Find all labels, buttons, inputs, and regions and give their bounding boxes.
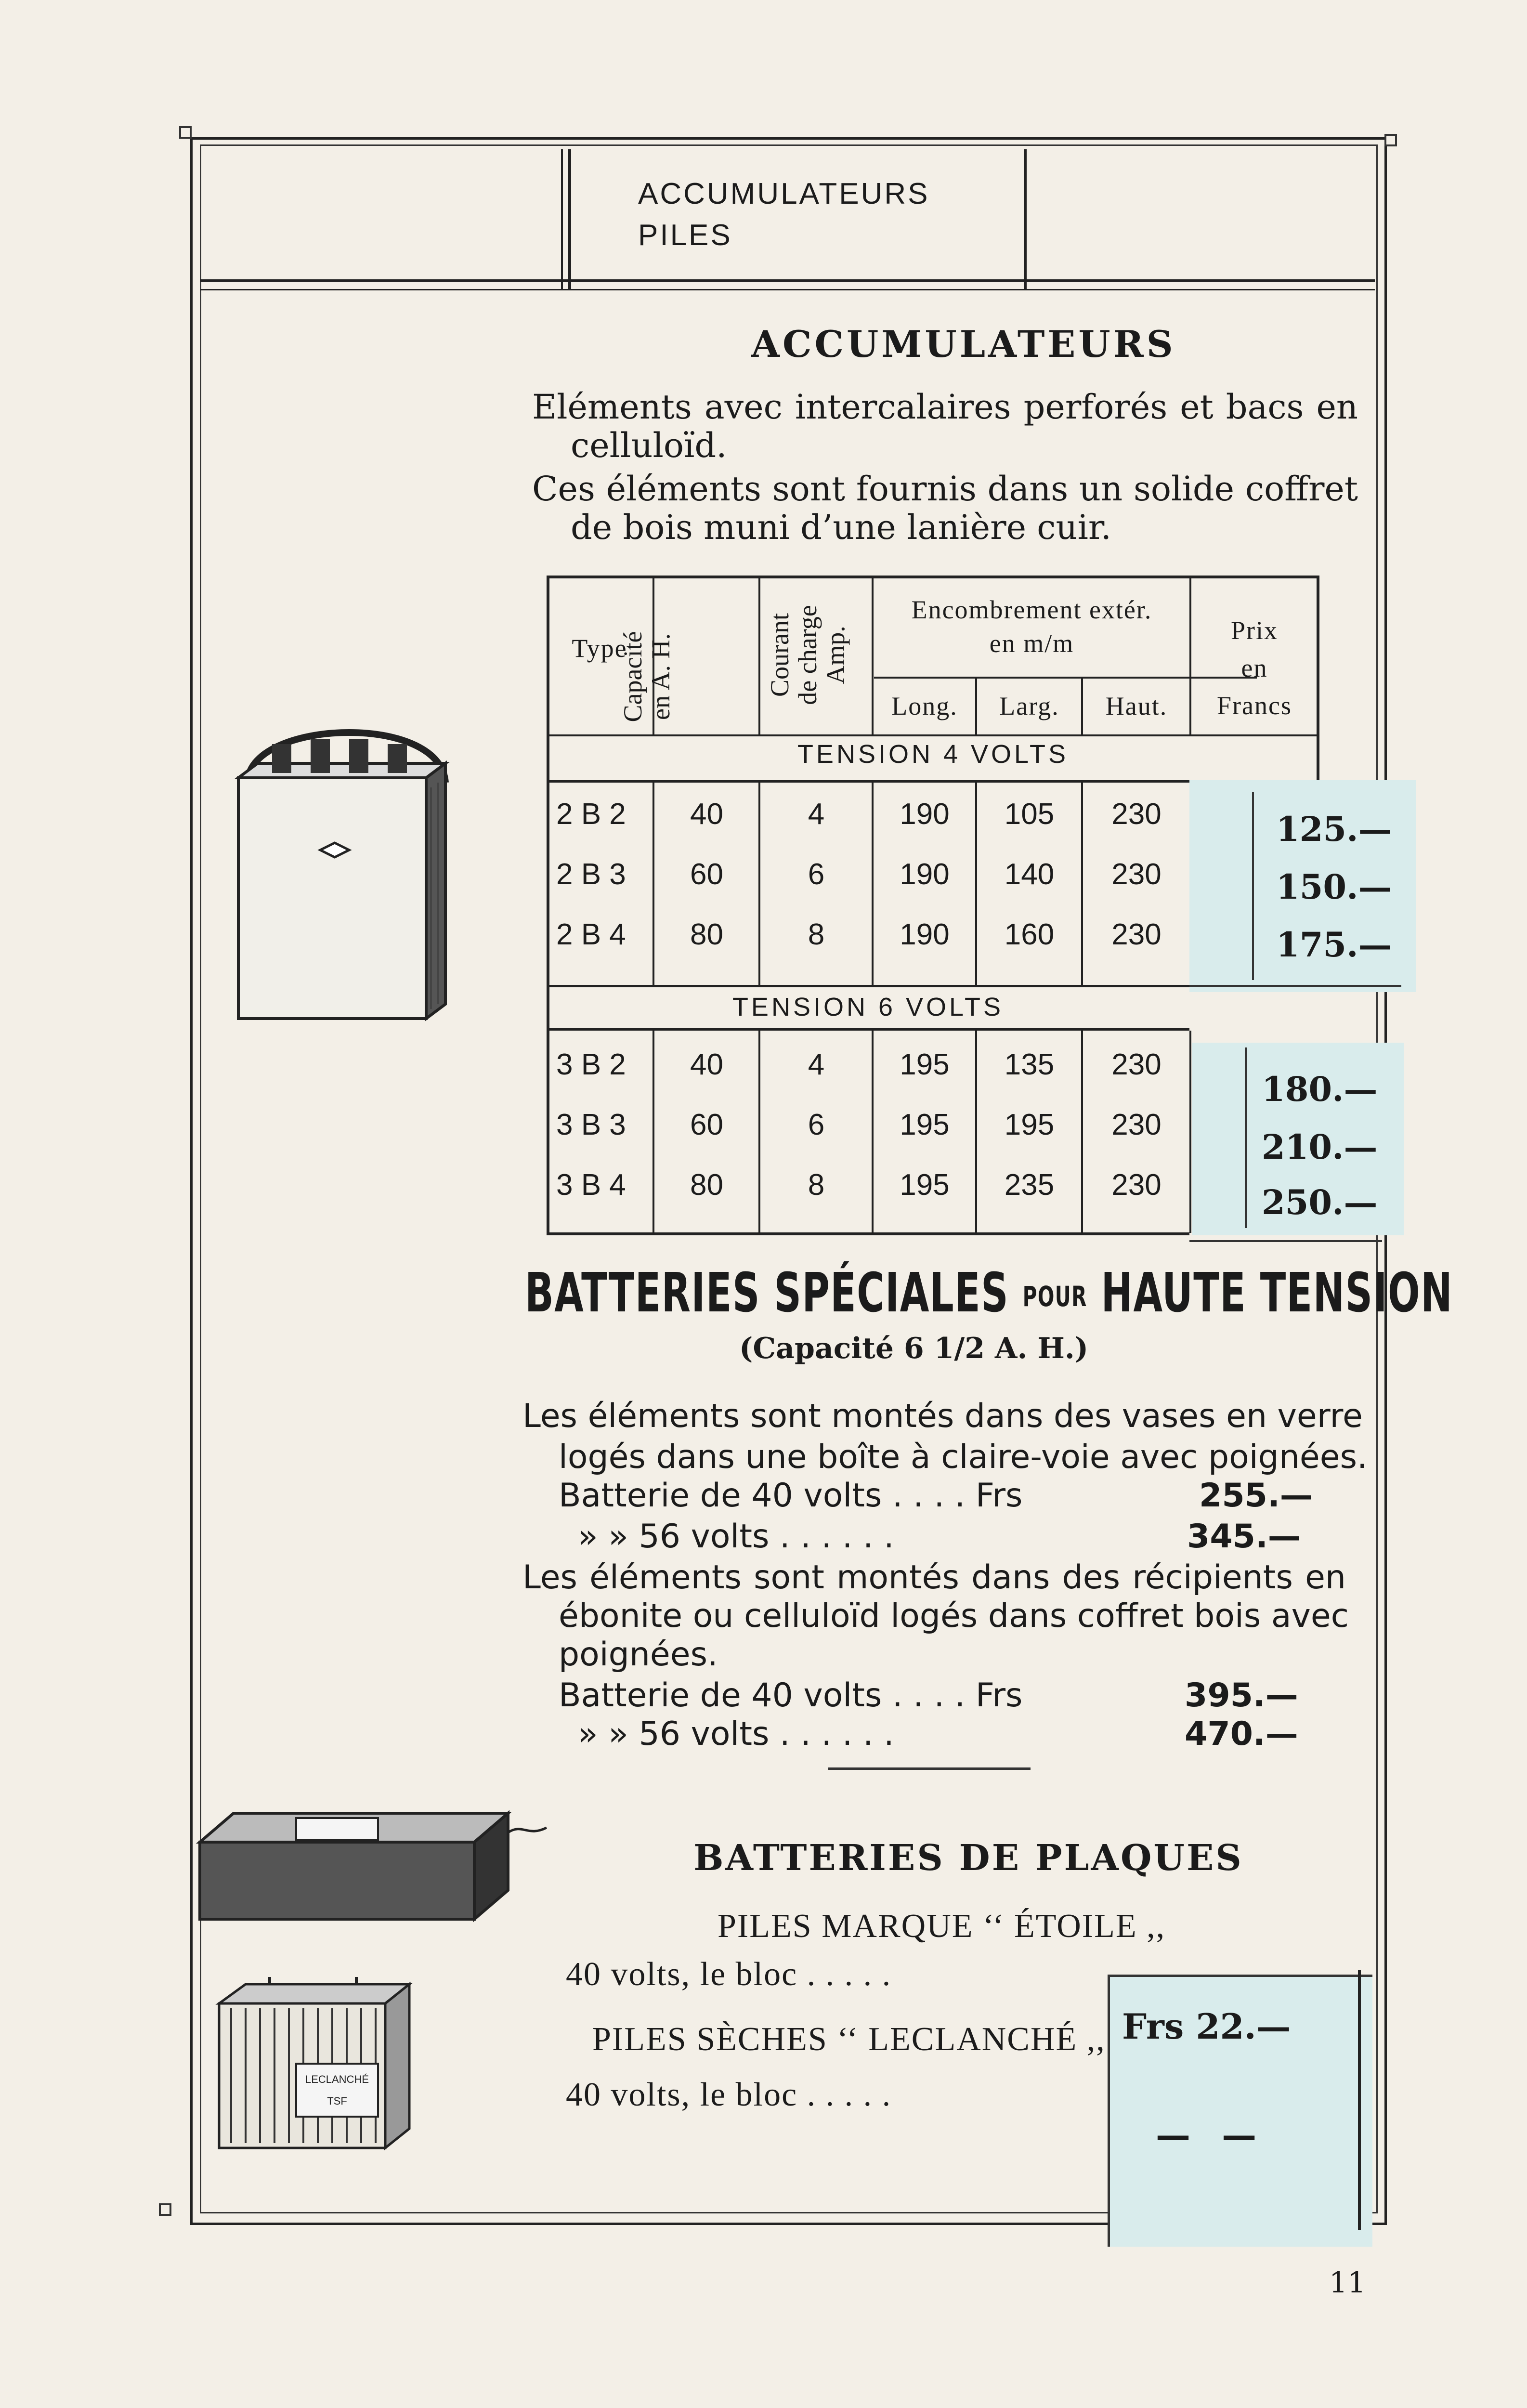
cell-long: 195 — [900, 1048, 950, 1081]
sticker-rule — [1252, 792, 1254, 980]
col-haut: Haut. — [1105, 692, 1168, 720]
plaques-leclanche-bloc: 40 volts, le bloc . . . . . — [566, 2076, 892, 2113]
section-4-volts: TENSION 4 VOLTS — [797, 740, 1069, 769]
plaques-price: Frs 22.— — [1122, 2006, 1291, 2047]
pile-label-1: LECLANCHÉ — [305, 2073, 369, 2085]
cell-cap: 60 — [690, 858, 723, 891]
cell-type: 3 B 4 — [556, 1168, 626, 1202]
cell-courant: 8 — [808, 918, 825, 951]
accumulateurs-desc-2a: Ces éléments sont fournis dans un solide coffret — [532, 469, 1358, 509]
cell-larg: 235 — [1004, 1168, 1055, 1202]
price-6v: 210.— — [1262, 1127, 1378, 1167]
header-divider — [200, 289, 1375, 290]
col-courant: Courant de charge Amp. — [765, 605, 850, 705]
sticker-rule — [1189, 985, 1401, 987]
col-type: Type — [572, 634, 627, 663]
header-title — [638, 173, 929, 256]
cell-courant: 8 — [808, 1168, 825, 1202]
cell-larg: 140 — [1004, 858, 1055, 891]
batteries-speciales-title: BATTERIES SPÉCIALES POUR HAUTE TENSION — [525, 1262, 1453, 1324]
plaques-etoile: PILES MARQUE ‘‘ ÉTOILE ,, — [718, 1908, 1166, 1945]
batteries-p2-b: ébonite ou celluloïd logés dans coffret bois avec — [559, 1597, 1349, 1635]
page-number: 11 — [1329, 2266, 1366, 2300]
batteries-line-3: Batterie de 40 volts . . . . Frs — [559, 1676, 1023, 1714]
col-prix: Prix en Francs — [1217, 616, 1292, 720]
accumulateurs-desc-1b: celluloïd. — [571, 426, 727, 465]
cell-long: 190 — [900, 798, 950, 831]
batteries-line-1: Batterie de 40 volts . . . . Frs — [559, 1477, 1023, 1515]
accumulateurs-desc-2b: de bois muni d’une lanière cuir. — [571, 508, 1111, 547]
cell-courant: 6 — [808, 858, 825, 891]
header-box-edge — [561, 149, 563, 289]
pile-label-2: TSF — [327, 2095, 347, 2107]
cell-courant: 4 — [808, 1048, 825, 1081]
cell-type: 2 B 2 — [556, 798, 626, 831]
cell-haut: 230 — [1111, 918, 1162, 951]
sticker-rule — [1245, 1047, 1247, 1228]
cell-courant: 6 — [808, 1108, 825, 1141]
plate-battery-illustration — [190, 1804, 551, 1929]
batteries-p1-a: Les éléments sont montés dans des vases en verre — [522, 1397, 1363, 1435]
cell-haut: 230 — [1111, 1168, 1162, 1202]
batteries-price-1: 255.— — [1199, 1477, 1313, 1515]
cell-cap: 40 — [690, 798, 723, 831]
accumulateurs-title: ACCUMULATEURS — [751, 323, 1176, 366]
cell-larg: 195 — [1004, 1108, 1055, 1141]
cell-long: 190 — [900, 858, 950, 891]
header-line-1: ACCUMULATEURS — [638, 177, 930, 210]
col-long: Long. — [891, 692, 958, 720]
batteries-p2-c: poignées. — [559, 1636, 718, 1674]
batteries-p2-a: Les éléments sont montés dans des récipients en — [522, 1558, 1346, 1597]
cell-cap: 40 — [690, 1048, 723, 1081]
sticker-rule — [1189, 1240, 1382, 1242]
batteries-line-4: » » 56 volts . . . . . . — [578, 1715, 894, 1753]
accumulateurs-desc-1a: Eléments avec intercalaires perforés et bacs en — [532, 387, 1358, 427]
plaques-price-2: — — — [1156, 2114, 1266, 2155]
batteries-capacite: (Capacité 6 1/2 A. H.) — [739, 1332, 1089, 1365]
accumulator-illustration — [219, 691, 474, 1038]
plaques-title: BATTERIES DE PLAQUES — [693, 1837, 1243, 1879]
section-6-volts: TENSION 6 VOLTS — [732, 993, 1004, 1021]
batteries-price-4: 470.— — [1185, 1715, 1298, 1753]
cell-cap: 80 — [690, 918, 723, 951]
batteries-line-2: » » 56 volts . . . . . . — [578, 1518, 894, 1556]
plaques-etoile-bloc: 40 volts, le bloc . . . . . — [566, 1956, 892, 1993]
frame-corner — [159, 2203, 171, 2216]
cell-haut: 230 — [1111, 1108, 1162, 1141]
cell-type: 2 B 4 — [556, 918, 626, 951]
col-larg: Larg. — [999, 692, 1059, 720]
price-6v: 180.— — [1262, 1069, 1378, 1109]
header-line-2: PILES — [638, 219, 732, 252]
cell-haut: 230 — [1111, 858, 1162, 891]
cell-type: 2 B 3 — [556, 858, 626, 891]
section-divider — [828, 1767, 1031, 1770]
cell-larg: 135 — [1004, 1048, 1055, 1081]
cell-long: 190 — [900, 918, 950, 951]
cell-haut: 230 — [1111, 1048, 1162, 1081]
col-capacite: Capacité en A. H. — [618, 631, 675, 722]
price-4v: 150.— — [1276, 867, 1392, 907]
frame-corner — [179, 126, 192, 139]
cell-type: 3 B 3 — [556, 1108, 626, 1141]
cell-cap: 60 — [690, 1108, 723, 1141]
frame-corner — [1384, 134, 1397, 146]
batteries-price-3: 395.— — [1185, 1676, 1298, 1714]
cell-type: 3 B 2 — [556, 1048, 626, 1081]
batteries-price-2: 345.— — [1187, 1518, 1301, 1556]
leclanche-pile-illustration — [212, 1975, 419, 2158]
plaques-leclanche: PILES SÈCHES ‘‘ LECLANCHÉ ,, — [592, 2021, 1106, 2058]
col-encombrement: Encombrement extér. en m/m — [911, 595, 1152, 658]
cell-cap: 80 — [690, 1168, 723, 1202]
price-4v: 175.— — [1276, 925, 1392, 965]
cell-larg: 160 — [1004, 918, 1055, 951]
sticker-rule — [1358, 1970, 1361, 2230]
price-4v: 125.— — [1276, 809, 1392, 849]
cell-courant: 4 — [808, 798, 825, 831]
cell-long: 195 — [900, 1108, 950, 1141]
cell-larg: 105 — [1004, 798, 1055, 831]
batteries-p1-b: logés dans une boîte à claire-voie avec poignées. — [559, 1438, 1368, 1476]
price-6v: 250.— — [1262, 1182, 1378, 1222]
cell-long: 195 — [900, 1168, 950, 1202]
cell-haut: 230 — [1111, 798, 1162, 831]
